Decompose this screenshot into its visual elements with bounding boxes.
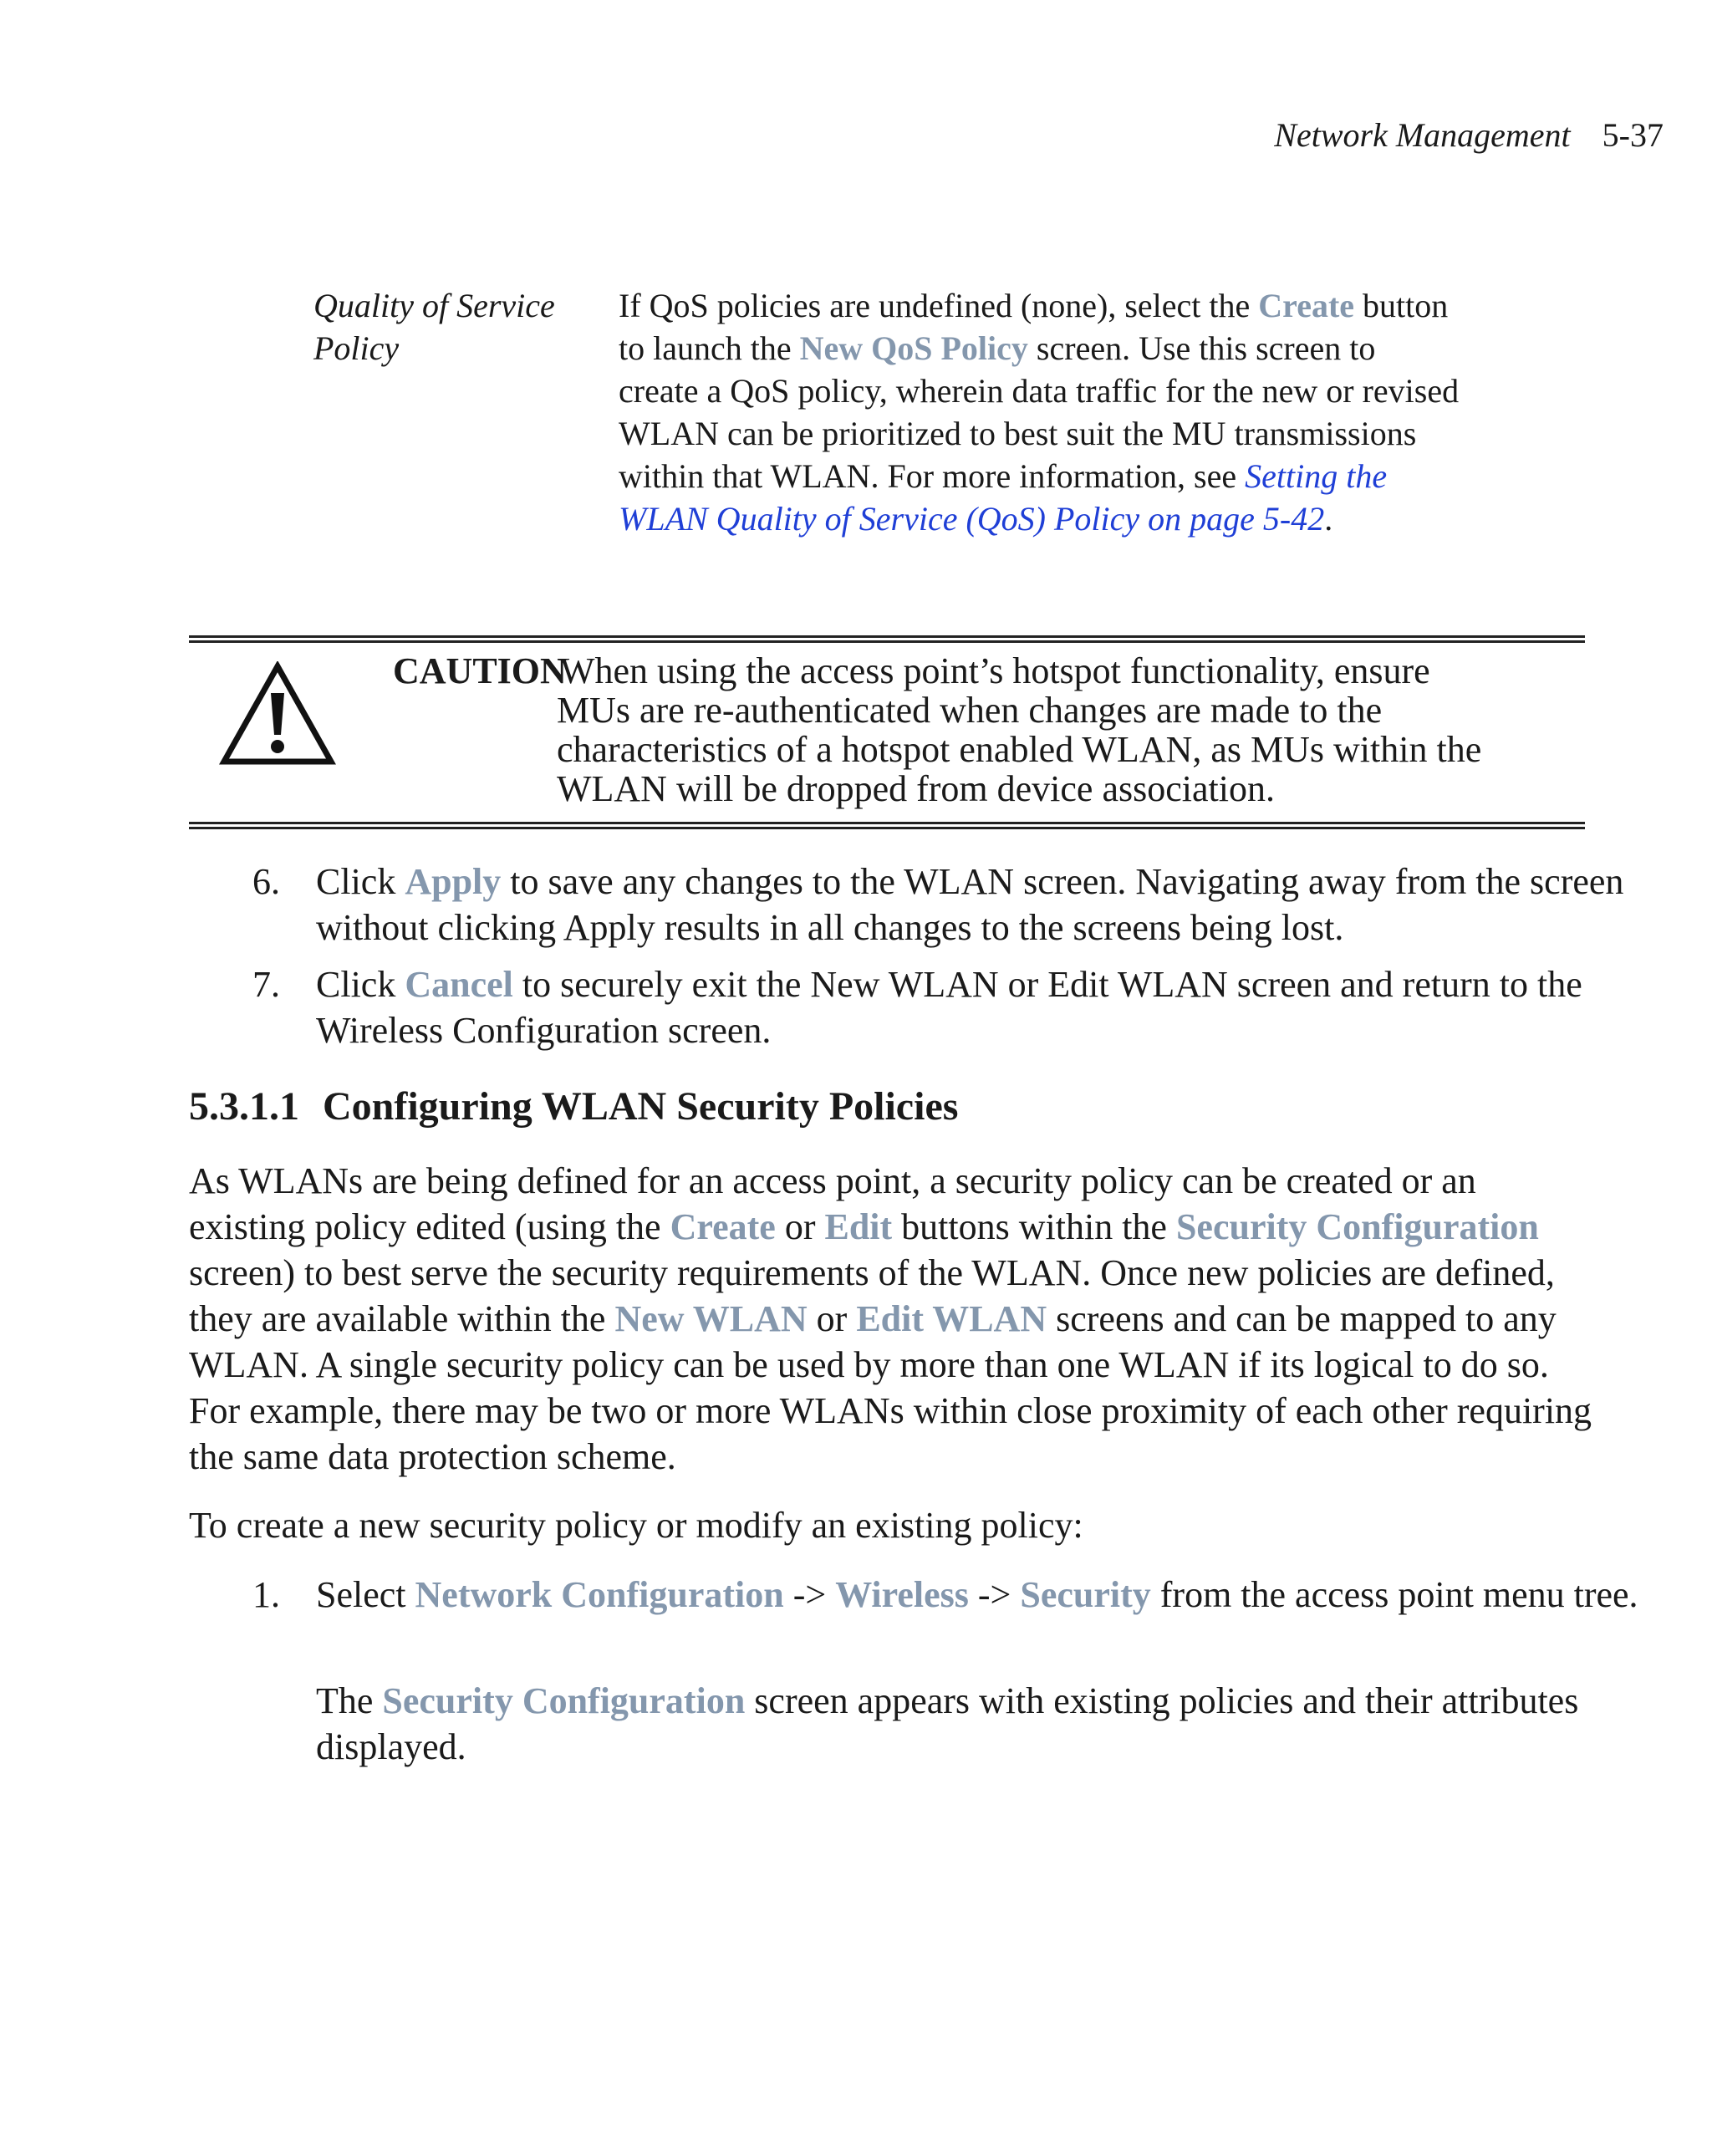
step-text-part: to save any changes to the WLAN screen. Navigating away from the screen without clicking Apply results in all changes to the screens being lost. (316, 861, 1624, 948)
step-text (316, 859, 1670, 951)
qos-policy-cross-reference-link[interactable]: Setting the WLAN Quality of Service (QoS) Policy on page 5-42 (619, 457, 1388, 538)
caution-label: CAUTION (393, 650, 567, 691)
header-section-name: Network Management (1274, 116, 1571, 154)
warning-triangle-icon (219, 661, 336, 767)
step-text-part: screen appears with existing policies and their attributes displayed. (316, 1680, 1579, 1767)
network-configuration-ui-ref: Network Configuration (415, 1574, 784, 1615)
caution-first-line: When using the access point’s hotspot functionality, ensure (560, 650, 1430, 691)
desc-text: . (1324, 500, 1333, 538)
menu-arrow: -> (968, 1574, 1021, 1615)
create-ui-ref: Create (1258, 287, 1355, 324)
new-qos-policy-ui-ref: New QoS Policy (799, 329, 1028, 367)
definition-term (313, 284, 598, 370)
step-number: 1. (252, 1574, 280, 1615)
para-text: screens and can be mapped to any WLAN. A single security policy can be used by more than one WLAN if its logical to do so. For example, there may be two or more WLANs within close proximity of each other requiring the same data protection scheme. (189, 1298, 1592, 1477)
para-text: or (775, 1206, 825, 1247)
edit-ui-ref: Edit (824, 1206, 893, 1247)
para-text: buttons within the (892, 1206, 1176, 1247)
step-result-text (316, 1678, 1670, 1770)
step-text-part: from the access point menu tree. (1150, 1574, 1638, 1615)
step-text-part: Click (316, 861, 405, 902)
menu-arrow: -> (783, 1574, 836, 1615)
page-number: 5-37 (1602, 116, 1664, 154)
caution-box (189, 635, 1585, 829)
desc-text: screen. Use this screen to create a QoS policy, wherein data traffic for the new or revised WLAN can be prioritized to best suit the MU transmissions within that WLAN. For more information, see (619, 329, 1460, 495)
security-configuration-ui-ref: Security Configuration (382, 1680, 746, 1721)
para-text: screen) to best serve the security requirements of the WLAN. Once new policies are defined, they are available within the (189, 1252, 1555, 1339)
desc-text: button to launch the (619, 287, 1449, 367)
running-header (1274, 115, 1664, 155)
step-text-part: Click (316, 964, 405, 1005)
instruction-lead: To create a new security policy or modify an existing policy: (189, 1505, 1083, 1546)
step-number: 6. (252, 861, 280, 902)
section-number: 5.3.1.1 (189, 1084, 299, 1129)
apply-ui-ref: Apply (405, 861, 502, 902)
security-configuration-ui-ref: Security Configuration (1175, 1206, 1539, 1247)
step-text (316, 961, 1670, 1053)
section-title: Configuring WLAN Security Policies (323, 1084, 959, 1129)
step-text (316, 1572, 1670, 1618)
step-number: 7. (252, 964, 280, 1005)
intro-paragraph (189, 1158, 1593, 1480)
caution-body: MUs are re-authenticated when changes are made to the characteristics of a hotspot enabled WLAN, as MUs within the WLAN will be dropped from device association. (557, 690, 1482, 809)
edit-wlan-ui-ref: Edit WLAN (856, 1298, 1047, 1339)
para-text: As WLANs are being defined for an access point, a security policy can be created or an existing policy edited (using the (189, 1160, 1476, 1247)
step-text-part: The (316, 1680, 383, 1721)
step-text-part: to securely exit the New WLAN or Edit WLAN screen and return to the Wireless Configuration screen. (316, 964, 1582, 1051)
caution-text (393, 651, 1563, 808)
definition-term-line1: Quality of Service (313, 287, 555, 324)
new-wlan-ui-ref: New WLAN (614, 1298, 808, 1339)
desc-text: If QoS policies are undefined (none), select the (619, 287, 1259, 324)
definition-description (619, 284, 1463, 540)
para-text: or (807, 1298, 857, 1339)
definition-term-line2: Policy (313, 329, 400, 367)
wireless-ui-ref: Wireless (835, 1574, 969, 1615)
create-ui-ref: Create (670, 1206, 776, 1247)
security-ui-ref: Security (1020, 1574, 1151, 1615)
step-text-part: Select (316, 1574, 415, 1615)
section-heading (189, 1083, 958, 1129)
cancel-ui-ref: Cancel (405, 964, 513, 1005)
